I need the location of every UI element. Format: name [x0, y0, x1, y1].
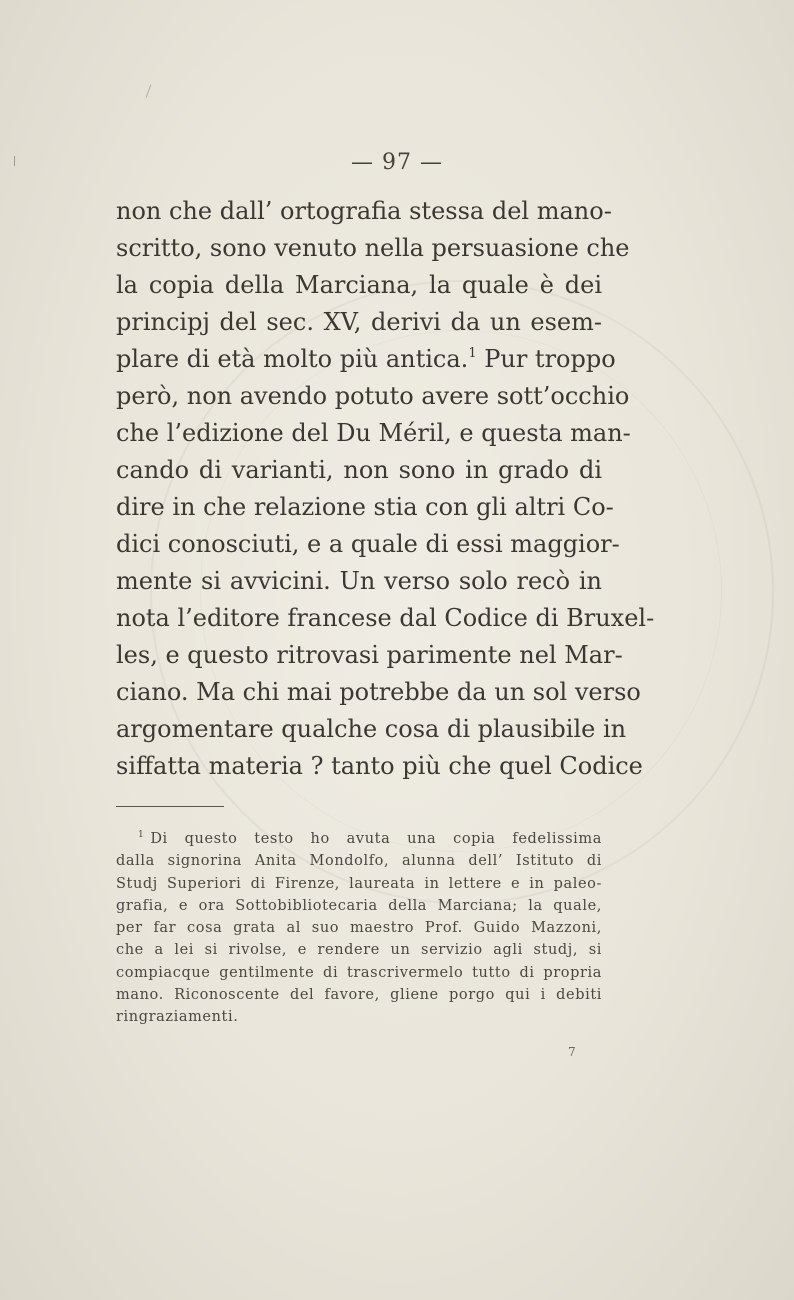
text-line: non che dall’ ortografia stessa del mano-	[116, 197, 612, 225]
footnote-line: Studj Superiori di Firenze, laureata in lettere e in paleo-	[116, 875, 602, 892]
text-line: dici conosciuti, e a quale di essi maggior-	[116, 530, 620, 558]
text-line: les, e questo ritrovasi parimente nel Mar-	[116, 641, 623, 669]
footnote-reference[interactable]: 1	[468, 346, 477, 361]
footnote-line: per far cosa grata al suo maestro Prof. Guido Mazzoni,	[116, 920, 602, 937]
text-line: dire in che relazione stia con gli altri Co-	[116, 493, 614, 521]
footnote	[116, 828, 602, 1029]
text-line: ciano. Ma chi mai potrebbe da un sol verso	[116, 678, 641, 706]
text-line: mente si avvicini. Un verso solo recò in	[116, 567, 602, 595]
text-line: principj del sec. XV, derivi da un esem-	[116, 308, 602, 336]
text-line: scritto, sono venuto nella persuasione che	[116, 234, 630, 262]
footnote-separator	[116, 806, 224, 807]
footnote-line-text: Di questo testo ho avuta una copia fedelissima	[150, 831, 602, 847]
footnote-line: mano. Riconoscente del favore, gliene porgo qui i debiti	[116, 987, 602, 1004]
text-line: nota l’editore francese dal Codice di Bruxel-	[116, 604, 655, 632]
footnote-line: che a lei si rivolse, e rendere un servizio agli studj, si	[116, 942, 602, 959]
footnote-line: ringraziamenti.	[116, 1009, 239, 1026]
text-line-end: Pur troppo	[476, 345, 616, 373]
text-line: però, non avendo potuto avere sott’occhio	[116, 382, 630, 410]
main-text	[116, 193, 655, 785]
text-line: che l’edizione del Du Méril, e questa man-	[116, 419, 631, 447]
pencil-mark	[146, 84, 152, 97]
text-line: la copia della Marciana, la quale è dei	[116, 271, 602, 299]
footnote-line: grafia, e ora Sottobibliotecaria della Marciana; la quale,	[116, 897, 602, 914]
footnote-line	[116, 828, 602, 850]
footnote-line: dalla signorina Anita Mondolfo, alunna dell’ Istituto di	[116, 853, 602, 870]
page-number: — 97 —	[351, 150, 443, 175]
signature-mark: 7	[568, 1045, 576, 1059]
footnote-marker: 1	[138, 830, 145, 840]
text-line: argomentare qualche cosa di plausibile in	[116, 715, 627, 743]
text-line-start: plare di età molto più antica.	[116, 345, 469, 373]
footnote-line: compiacque gentilmente di trascrivermelo tutto di propria	[116, 964, 602, 981]
text-line: siffatta materia ? tanto più che quel Codice	[116, 752, 643, 780]
text-line: cando di varianti, non sono in grado di	[116, 456, 602, 484]
text-line-with-footnote-ref	[116, 341, 616, 378]
